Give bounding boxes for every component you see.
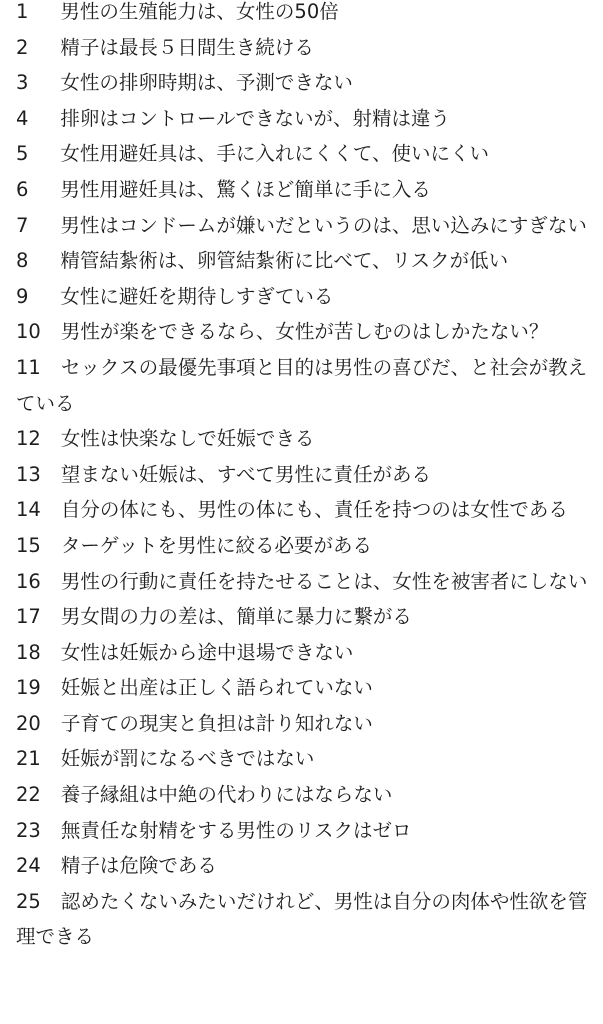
item-text: 精管結紮術は、卵管結紮術に比べて、リスクが低い [60,249,509,273]
item-number: 1 [16,0,29,23]
item-text: セックスの最優先事項と目的は男性の喜びだ、と社会が教えている [16,355,588,415]
item-text: 無責任な射精をする男性のリスクはゼロ [60,818,412,842]
item-text: 男性はコンドームが嫌いだというのは、思い込みにすぎない [60,213,587,237]
item-text: 養子縁組は中絶の代わりにはならない [60,783,393,807]
item-number: 13 [16,462,41,486]
item-text: 女性は妊娠から途中退場できない [60,640,354,664]
numbered-list [16,0,593,955]
item-number: 10 [16,320,41,344]
item-number: 16 [16,569,41,593]
item-text: 女性用避妊具は、手に入れにくくて、使いにくい [60,142,490,166]
item-number: 11 [16,355,41,379]
item-text: 女性に避妊を期待しすぎている [60,284,334,308]
list-item-9 [16,279,593,315]
item-number: 2 [16,35,29,59]
item-text: 子育ての現実と負担は計り知れない [60,711,373,735]
list-item-24 [16,848,593,884]
list-item-1 [16,0,593,30]
item-text: 排卵はコントロールできないが、射精は違う [60,106,451,130]
item-text: 精子は最長５日間生き続ける [60,35,314,59]
item-number: 12 [16,427,41,451]
list-item-18 [16,635,593,671]
list-item-10 [16,314,593,350]
item-number: 18 [16,640,41,664]
list-item-7 [16,208,593,244]
list-item-2 [16,30,593,66]
item-text: 自分の体にも、男性の体にも、責任を持つのは女性である [60,498,568,522]
list-item-11 [16,350,593,421]
item-number: 15 [16,533,41,557]
item-number: 19 [16,676,41,700]
item-number: 21 [16,747,41,771]
item-number: 5 [16,142,29,166]
list-item-21 [16,741,593,777]
item-text: 精子は危険である [60,854,217,878]
item-number: 9 [16,284,29,308]
item-text: 男性が楽をできるなら、女性が苦しむのはしかたない？ [60,320,549,344]
item-text: 認めたくないみたいだけれど、男性は自分の肉体や性欲を管理できる [16,889,588,949]
item-text: 望まない妊娠は、すべて男性に責任がある [60,462,431,486]
item-number: 6 [16,177,29,201]
list-item-17 [16,599,593,635]
list-item-12 [16,421,593,457]
list-item-4 [16,101,593,137]
list-item-20 [16,706,593,742]
list-item-25 [16,884,593,955]
item-number: 8 [16,249,29,273]
item-number: 7 [16,213,29,237]
list-item-15 [16,528,593,564]
list-item-23 [16,813,593,849]
item-text: 妊娠と出産は正しく語られていない [60,676,373,700]
item-text: 男性の生殖能力は、女性の50倍 [60,0,339,23]
item-number: 25 [16,889,41,913]
list-item-3 [16,65,593,101]
item-text: ターゲットを男性に絞る必要がある [60,533,373,557]
item-text: 女性の排卵時期は、予測できない [60,71,353,95]
item-text: 男女間の力の差は、簡単に暴力に繋がる [60,605,412,629]
item-text: 男性用避妊具は、驚くほど簡単に手に入る [60,177,431,201]
item-number: 14 [16,498,41,522]
item-text: 男性の行動に責任を持たせることは、女性を被害者にしない [60,569,588,593]
list-item-14 [16,492,593,528]
item-number: 24 [16,854,41,878]
item-number: 17 [16,605,41,629]
list-item-13 [16,457,593,493]
item-number: 3 [16,71,29,95]
list-item-22 [16,777,593,813]
list-item-5 [16,136,593,172]
list-item-19 [16,670,593,706]
item-number: 4 [16,106,29,130]
list-item-16 [16,564,593,600]
item-text: 女性は快楽なしで妊娠できる [60,427,315,451]
item-number: 22 [16,783,41,807]
list-item-8 [16,243,593,279]
item-number: 20 [16,711,41,735]
list-item-6 [16,172,593,208]
item-text: 妊娠が罰になるべきではない [60,747,315,771]
item-number: 23 [16,818,41,842]
